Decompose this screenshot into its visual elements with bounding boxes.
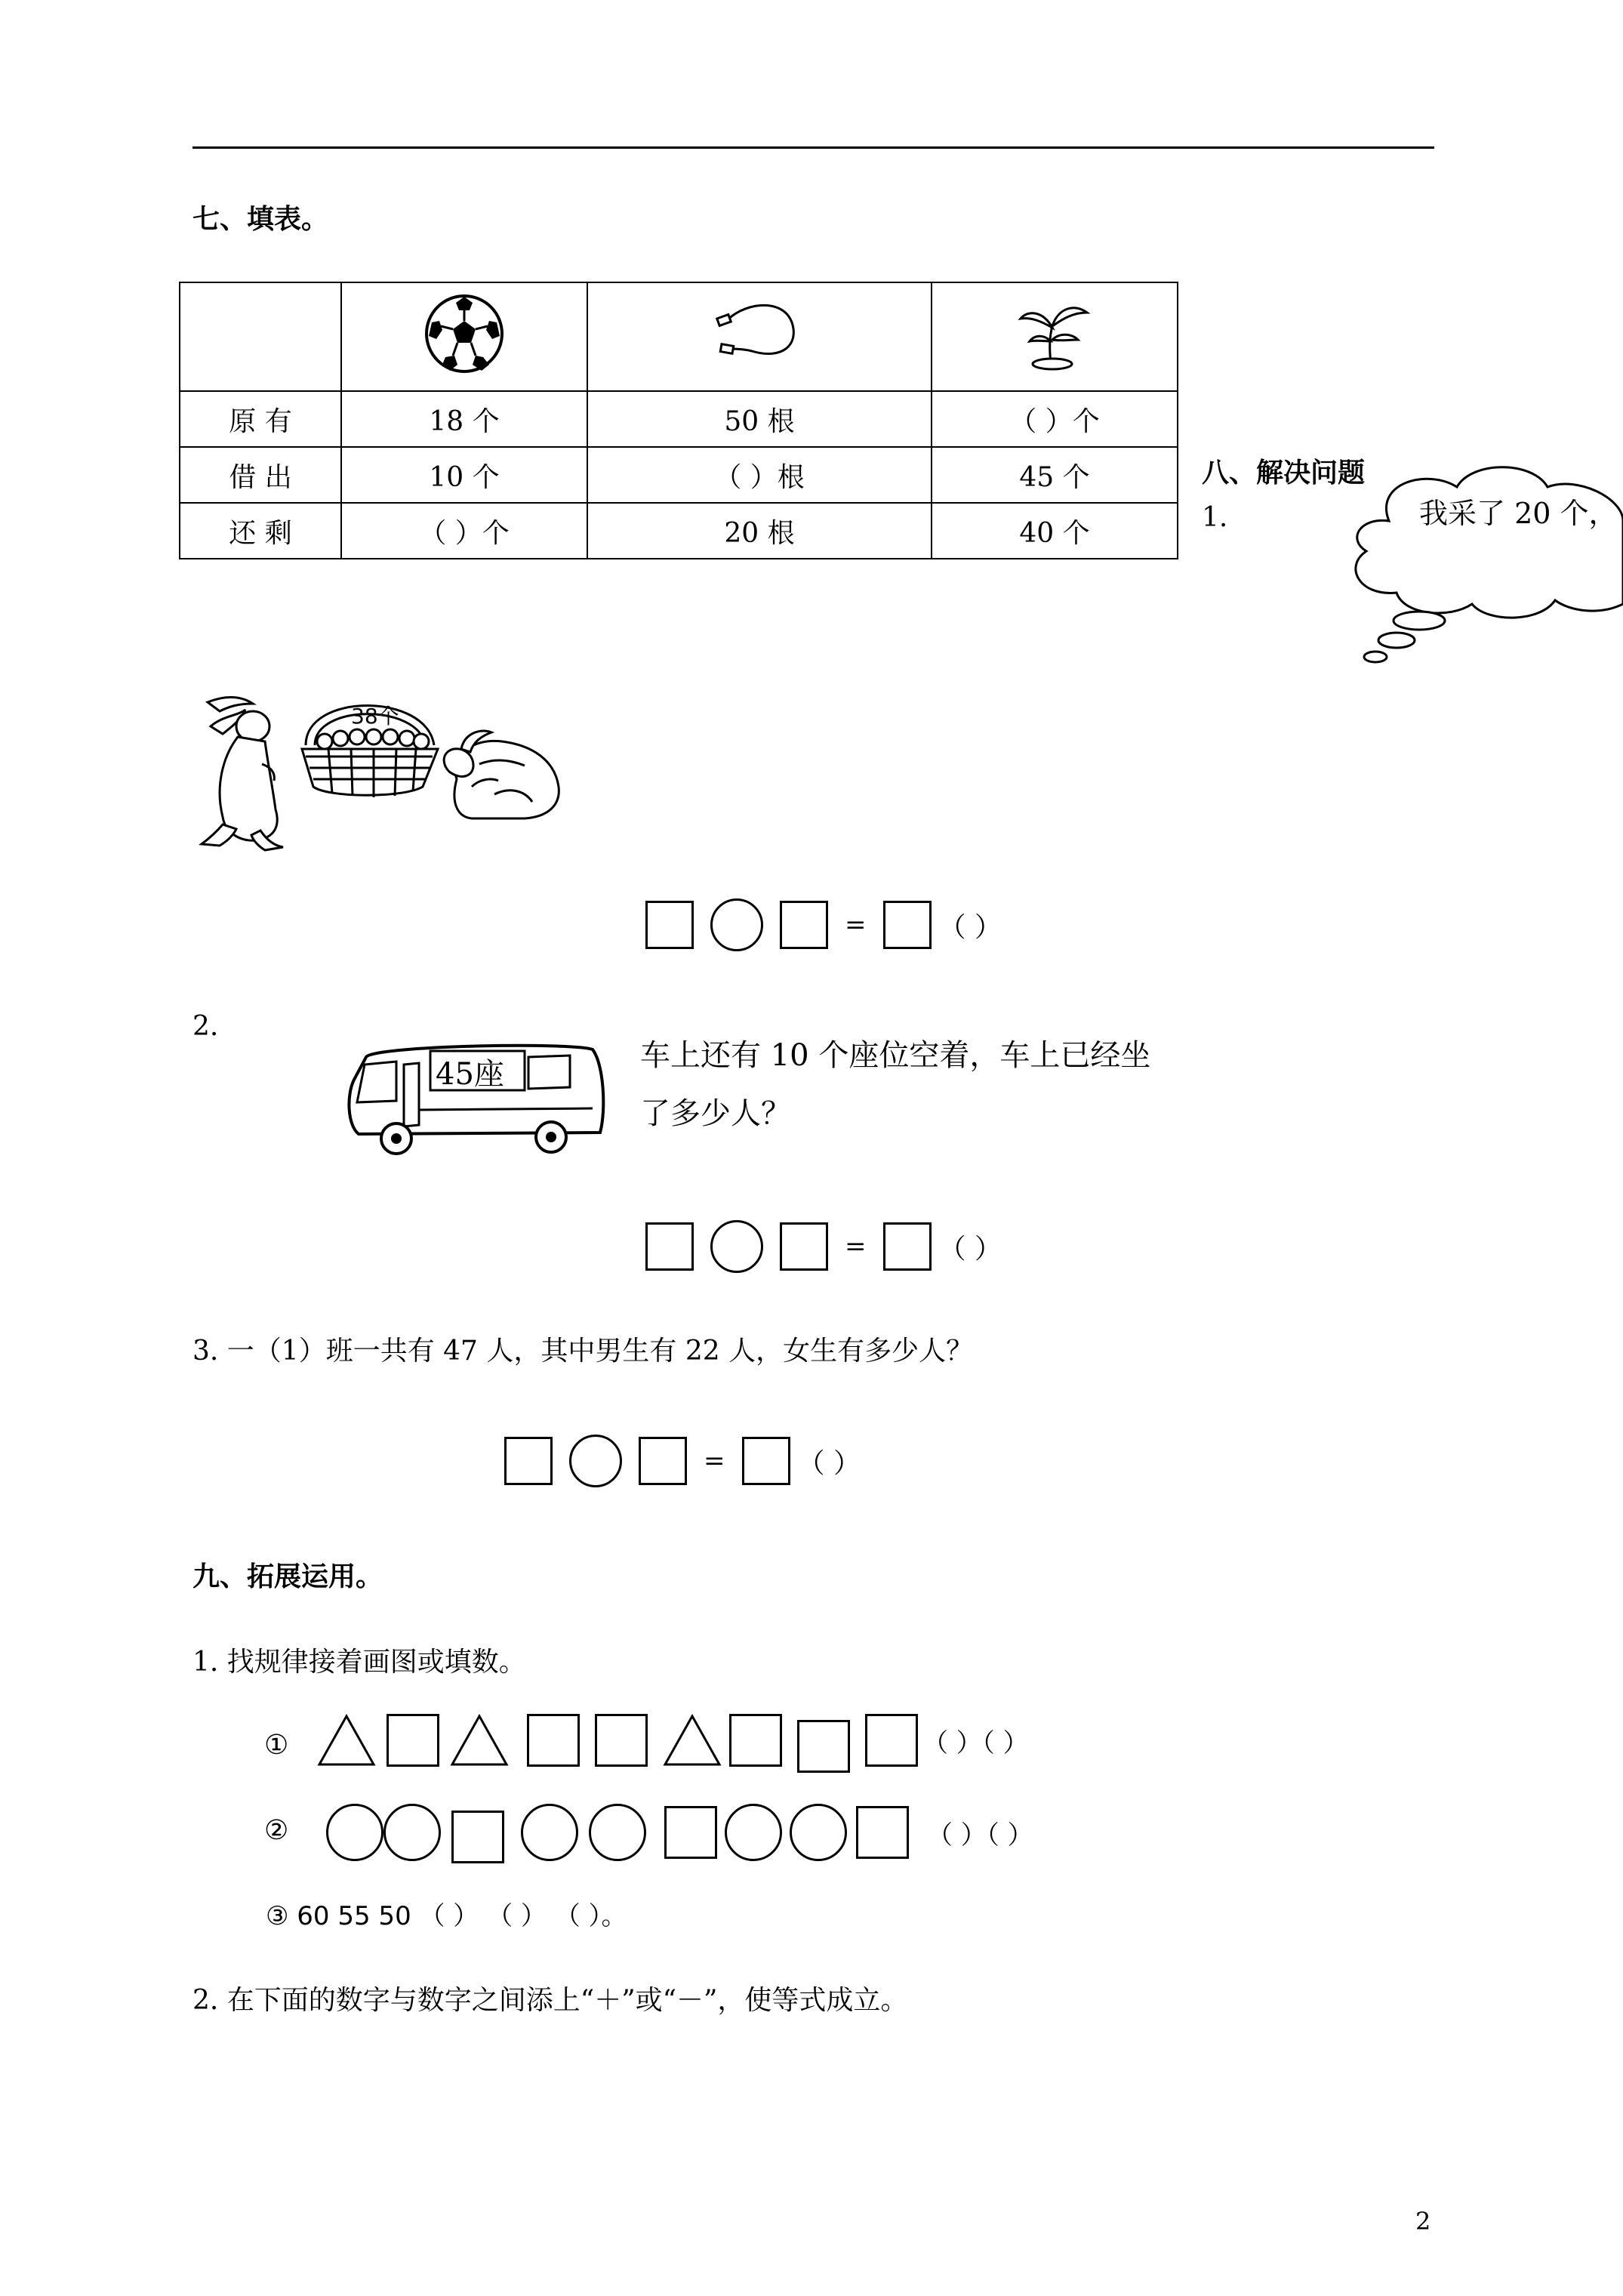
table-header-plant [932,282,1178,391]
section8-title: 八、解决问题 [1202,457,1366,488]
q1-number: 1. [1202,502,1228,533]
cell: 50 根 [587,391,932,447]
q3-text: 3. 一（1）班一共有 47 人，其中男生有 22 人，女生有多少人？ [192,1336,974,1367]
square-icon [664,1806,717,1859]
header-rule [192,146,1434,149]
cell: （ ）个 [341,503,587,559]
row-label: 还 剩 [180,503,341,559]
pattern-1-label: ① [264,1730,289,1761]
equation-2 [645,1220,1002,1273]
cell: 10 个 [341,447,587,503]
rabbits-basket-illustration [192,673,570,862]
circle-icon [326,1804,383,1861]
table-row [180,391,1178,447]
thought-bubble-icon [1344,453,1623,664]
answer-box[interactable] [645,901,694,949]
circle-icon [725,1804,782,1861]
square-icon [856,1806,909,1859]
q2-text-line2: 了多少人？ [640,1096,791,1131]
page-number: 2 [1415,2207,1431,2236]
answer-box[interactable] [780,901,828,949]
basket-label: 38个 [351,704,399,729]
pattern-1-blanks[interactable]: （ ）（ ） [922,1727,1029,1758]
pattern-2 [326,1801,1033,1863]
bubble-text: 我采了 20 个， [1419,497,1618,530]
section9-q1-text: 1. 找规律接着画图或填数。 [192,1647,526,1678]
circle-icon [790,1804,847,1861]
unit-blank[interactable]: （ ） [938,1233,1002,1265]
triangle-icon [450,1714,509,1767]
equals-sign: = [845,910,867,940]
answer-box[interactable] [780,1222,828,1271]
cell: （ ）根 [587,447,932,503]
q2-number: 2. [192,1011,219,1042]
operator-circle[interactable] [710,898,763,951]
answer-box[interactable] [883,1222,932,1271]
cell: （ ）个 [932,391,1178,447]
cell: 45 个 [932,447,1178,503]
soccer-ball-icon [423,292,506,375]
pattern-2-label: ② [264,1815,289,1846]
equation-3 [504,1435,861,1487]
triangle-icon [317,1714,376,1767]
fill-table [179,282,1178,559]
square-icon [797,1720,850,1773]
pattern-2-blanks[interactable]: （ ）（ ） [927,1820,1033,1851]
table-header-rope [587,282,932,391]
table-row [180,447,1178,503]
q2-text-line1: 车上还有 10 个座位空着，车上已经坐 [640,1038,1151,1073]
square-icon [865,1714,918,1767]
square-icon [595,1714,648,1767]
plant-icon [1013,296,1096,371]
answer-box[interactable] [883,901,932,949]
crouching-rabbit-icon [444,731,559,818]
square-icon [527,1714,580,1767]
table-row [180,503,1178,559]
cell: 40 个 [932,503,1178,559]
answer-box[interactable] [504,1437,553,1485]
equals-sign: = [704,1446,725,1476]
unit-blank[interactable]: （ ） [797,1447,861,1479]
circle-icon [383,1804,441,1861]
answer-box[interactable] [639,1437,687,1485]
row-label: 原 有 [180,391,341,447]
triangle-icon [663,1714,722,1767]
answer-box[interactable] [645,1222,694,1271]
table-corner-cell [180,282,341,391]
bus-icon [343,1034,608,1163]
square-icon [451,1811,504,1863]
row-label: 借 出 [180,447,341,503]
table-header-ball [341,282,587,391]
operator-circle[interactable] [710,1220,763,1273]
cell: 20 根 [587,503,932,559]
answer-box[interactable] [742,1437,790,1485]
square-icon [387,1714,439,1767]
jump-rope-icon [710,300,808,368]
circle-icon [589,1804,646,1861]
circle-icon [521,1804,578,1861]
pattern-1 [317,1708,1029,1773]
square-icon [729,1714,782,1767]
pattern-3-text: ③ 60 55 50 （ ） （ ） （ ）。 [266,1901,627,1931]
standing-rabbit-icon [202,698,283,851]
equation-1 [645,898,1002,951]
bus-label: 45座 [436,1057,504,1092]
cell: 18 个 [341,391,587,447]
operator-circle[interactable] [569,1435,622,1487]
equals-sign: = [845,1231,867,1262]
section9-q2-text: 2. 在下面的数字与数字之间添上“＋”或“－”，使等式成立。 [192,1985,908,2016]
section9-title: 九、拓展运用。 [192,1561,383,1592]
section7-title: 七、填表。 [192,203,329,235]
unit-blank[interactable]: （ ） [938,911,1002,943]
